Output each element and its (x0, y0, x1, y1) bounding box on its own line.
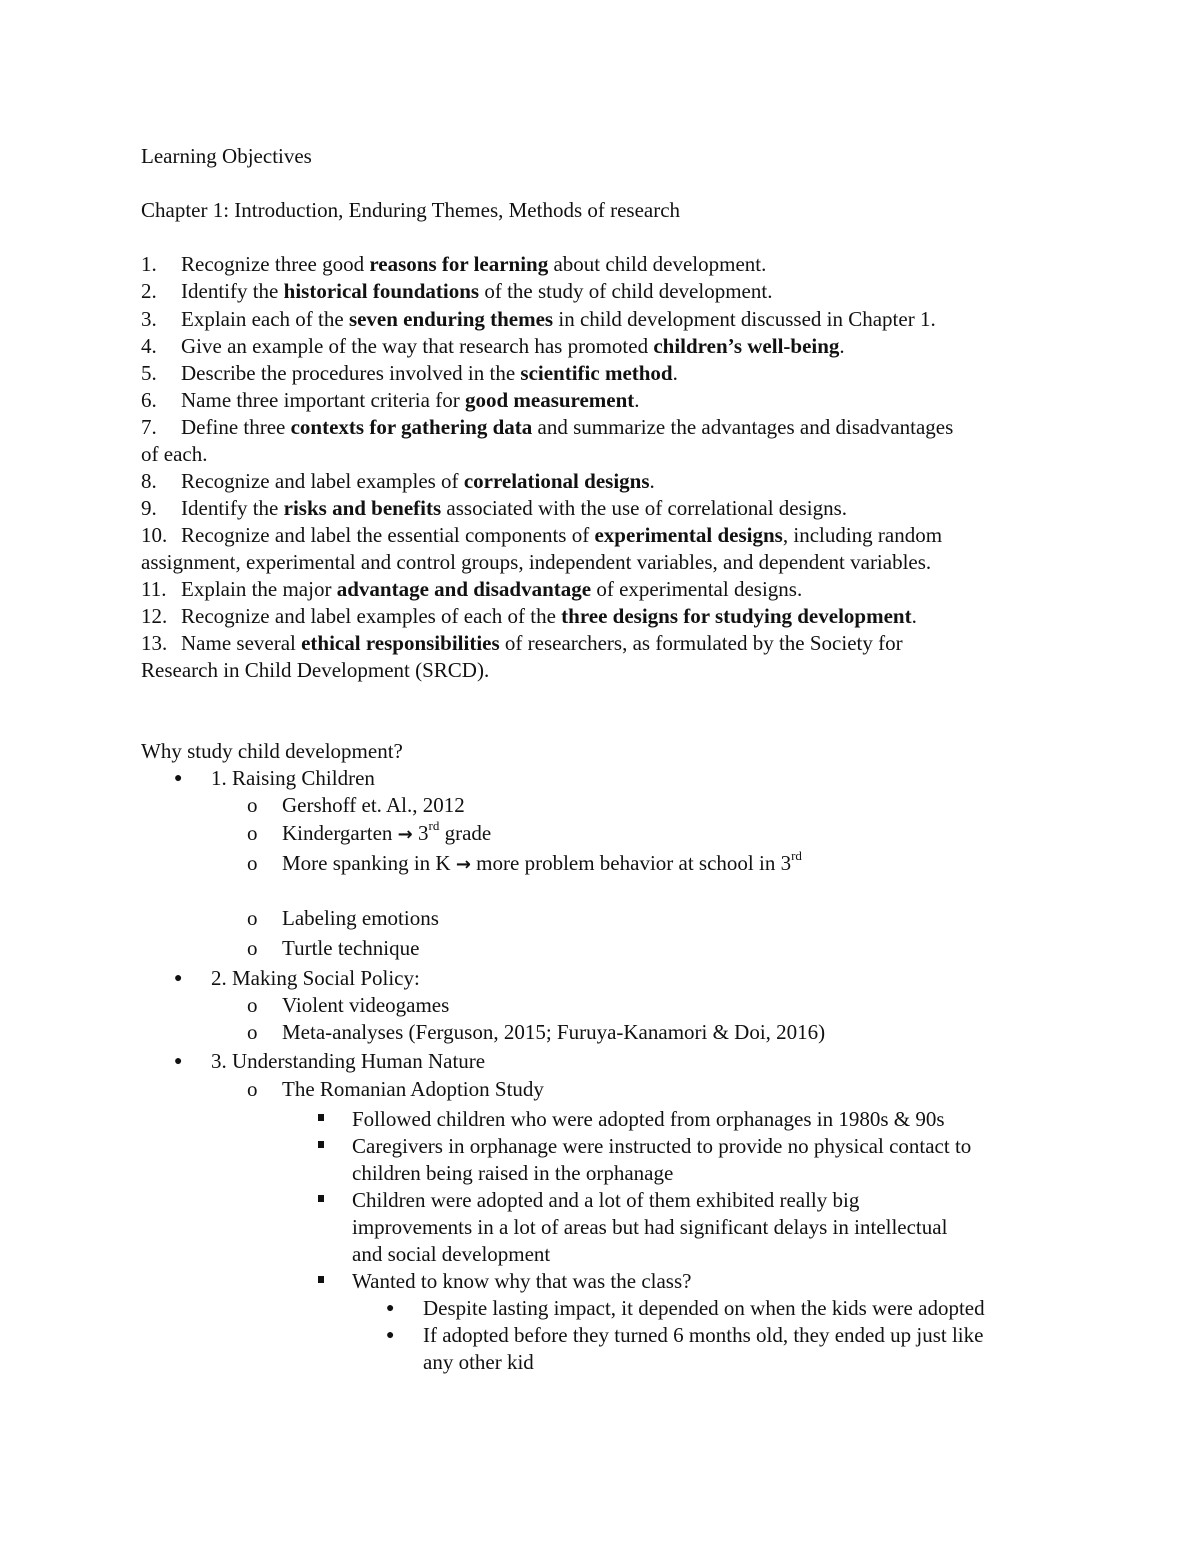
circle-bullet-icon: o (247, 1077, 258, 1101)
list-item-meta-analyses: Meta-analyses (Ferguson, 2015; Furuya-Kanamori & Doi, 2016) (282, 1020, 826, 1044)
objective-text: Identify the historical foundations of the study of child development. (181, 279, 773, 303)
objective-text: Explain the major advantage and disadvantage of experimental designs. (181, 577, 803, 601)
objective-text: Name three important criteria for good measurement. (181, 388, 640, 412)
list-item-children-adopted-cont: improvements in a lot of areas but had significant delays in intellectual (352, 1215, 948, 1239)
circle-bullet-icon: o (247, 906, 258, 930)
circle-bullet-icon: o (247, 993, 258, 1017)
chapter-heading: Chapter 1: Introduction, Enduring Themes, Methods of research (141, 198, 681, 222)
list-item-adopted-before: If adopted before they turned 6 months old, they ended up just like (423, 1323, 984, 1347)
objective-text: Recognize three good reasons for learning about child development. (181, 252, 767, 276)
objective-text: Explain each of the seven enduring themes in child development discussed in Chapter 1. (181, 307, 936, 331)
list-item-turtle: Turtle technique (282, 936, 420, 960)
objective-text: Describe the procedures involved in the scientific method. (181, 361, 678, 385)
arrow-right-icon: → (455, 854, 471, 875)
objective-number: 5. (141, 361, 157, 385)
objective-text: Recognize and label the essential components of experimental designs, including random (181, 523, 943, 547)
objective-continuation: assignment, experimental and control groups, independent variables, and dependent variables. (141, 550, 932, 574)
objective-number: 11. (141, 577, 167, 601)
list-item-adopted-before-cont: any other kid (423, 1350, 534, 1374)
square-bullet-icon (318, 1114, 324, 1121)
bullet-icon: ● (174, 971, 183, 986)
circle-bullet-icon: o (247, 936, 258, 960)
objective-continuation: Research in Child Development (SRCD). (141, 658, 490, 682)
square-bullet-icon (318, 1195, 324, 1202)
list-item-despite-impact: Despite lasting impact, it depended on when the kids were adopted (423, 1296, 985, 1320)
list-item-children-adopted-cont: and social development (352, 1242, 551, 1266)
objective-text: Identify the risks and benefits associated with the use of correlational designs. (181, 496, 848, 520)
objective-number: 7. (141, 415, 157, 439)
bullet-icon: ● (174, 771, 183, 786)
objective-number: 1. (141, 252, 157, 276)
bullet-icon: ● (386, 1328, 395, 1343)
objective-number: 9. (141, 496, 157, 520)
objective-text: Recognize and label examples of correlational designs. (181, 469, 655, 493)
objective-text: Define three contexts for gathering data and summarize the advantages and disadvantages (181, 415, 954, 439)
list-item-wanted-to-know: Wanted to know why that was the class? (352, 1269, 692, 1293)
circle-bullet-icon: o (247, 793, 258, 817)
why-heading: Why study child development? (141, 739, 403, 763)
list-item-caregivers-cont: children being raised in the orphanage (352, 1161, 674, 1185)
objective-number: 2. (141, 279, 157, 303)
objective-text: Recognize and label examples of each of the three designs for studying development. (181, 604, 917, 628)
objective-number: 13. (141, 631, 168, 655)
circle-bullet-icon: o (247, 821, 258, 845)
objective-number: 8. (141, 469, 157, 493)
list-item-gershoff: Gershoff et. Al., 2012 (282, 793, 465, 817)
bullet-icon: ● (174, 1054, 183, 1069)
objective-number: 4. (141, 334, 157, 358)
list-item-social-policy: 2. Making Social Policy: (211, 966, 420, 990)
doc-title: Learning Objectives (141, 144, 312, 168)
bullet-icon: ● (386, 1301, 395, 1316)
list-item-spanking: More spanking in K → more problem behavior at school in 3rd (282, 848, 802, 875)
objective-number: 12. (141, 604, 168, 628)
list-item-raising-children: 1. Raising Children (211, 766, 375, 790)
list-item-kindergarten: Kindergarten → 3rd grade (282, 818, 492, 845)
objective-text: Name several ethical responsibilities of researchers, as formulated by the Society for (181, 631, 903, 655)
objective-number: 3. (141, 307, 157, 331)
arrow-right-icon: → (397, 824, 413, 845)
objective-continuation: of each. (141, 442, 208, 466)
list-item-labeling: Labeling emotions (282, 906, 439, 930)
list-item-violent-videogames: Violent videogames (282, 993, 450, 1017)
list-item-caregivers: Caregivers in orphanage were instructed to provide no physical contact to (352, 1134, 972, 1158)
list-item-followed-children: Followed children who were adopted from orphanages in 1980s & 90s (352, 1107, 945, 1131)
square-bullet-icon (318, 1276, 324, 1283)
objective-number: 10. (141, 523, 168, 547)
circle-bullet-icon: o (247, 851, 258, 875)
objective-text: Give an example of the way that research has promoted children’s well-being. (181, 334, 845, 358)
objective-number: 6. (141, 388, 157, 412)
list-item-children-adopted: Children were adopted and a lot of them exhibited really big (352, 1188, 860, 1212)
square-bullet-icon (318, 1141, 324, 1148)
list-item-human-nature: 3. Understanding Human Nature (211, 1049, 486, 1073)
circle-bullet-icon: o (247, 1020, 258, 1044)
list-item-romanian-study: The Romanian Adoption Study (282, 1077, 544, 1101)
